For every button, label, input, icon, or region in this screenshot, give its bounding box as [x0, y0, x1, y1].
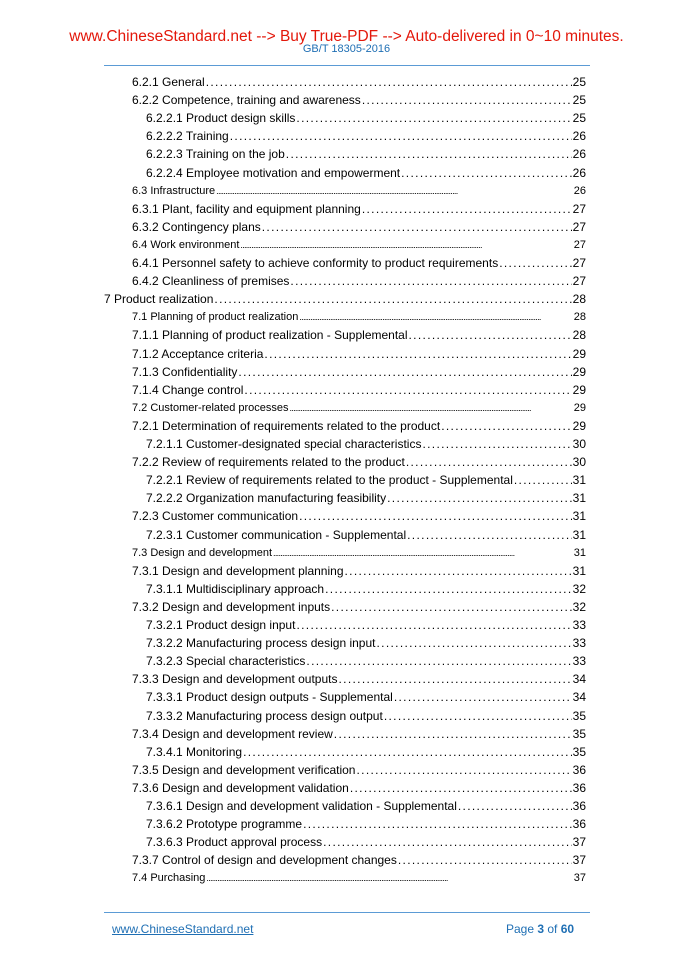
toc-entry-page: 35: [572, 726, 586, 741]
toc-entry-page: 29: [572, 364, 586, 379]
toc-entry[interactable]: [146, 581, 586, 597]
toc-entry-page: 36: [572, 780, 586, 795]
toc-entry-title: 7.2.1.1 Customer-designated special characteristics: [146, 437, 422, 451]
toc-entry[interactable]: [146, 527, 586, 543]
toc-entry[interactable]: [132, 74, 586, 90]
toc-dot-leader: [394, 689, 572, 705]
toc-entry[interactable]: [104, 291, 586, 307]
toc-entry-page: 25: [572, 111, 586, 126]
toc-dot-leader: [290, 273, 571, 289]
toc-dot-leader: [240, 237, 572, 253]
toc-dot-leader: [384, 708, 572, 724]
page-indicator: [506, 921, 574, 937]
toc-entry-title: 6.2.1 General: [132, 75, 205, 89]
toc-entry-page: 27: [573, 238, 586, 251]
page-prefix: Page: [506, 922, 538, 936]
toc-dot-leader: [356, 762, 571, 778]
toc-entry-title: 7 Product realization: [104, 292, 214, 307]
toc-entry[interactable]: [146, 436, 586, 452]
toc-dot-leader: [290, 400, 573, 416]
toc-dot-leader: [401, 165, 572, 181]
toc-entry[interactable]: [132, 273, 586, 289]
toc-entry-title: 7.3.2 Design and development inputs: [132, 599, 331, 614]
toc-entry-title: 6.2.2 Competence, training and awareness: [132, 93, 361, 108]
toc-entry-title: 7.2 Customer-related processes: [132, 401, 289, 414]
toc-entry-title: 7.1.3 Confidentiality: [132, 364, 238, 379]
toc-entry-title: 7.1 Planning of product realization: [132, 311, 299, 324]
toc-entry-title: 7.3.4 Design and development review: [132, 726, 333, 741]
footer-divider: [104, 912, 590, 913]
toc-entry-title: 7.4 Purchasing: [132, 872, 206, 885]
toc-entry-title: 6.2.2.3 Training on the job: [146, 147, 285, 162]
toc-entry-page: 27: [572, 256, 586, 270]
toc-dot-leader: [262, 219, 572, 235]
toc-entry-page: 25: [572, 75, 586, 89]
toc-entry-page: 31: [572, 509, 586, 524]
toc-dot-leader: [422, 436, 571, 452]
toc-entry-title: 7.3.2.2 Manufacturing process design input: [146, 636, 376, 651]
toc-entry-title: 7.3.6.1 Design and development validation - Supplemental: [146, 799, 457, 813]
toc-dot-leader: [296, 617, 571, 633]
toc-entry-page: 30: [572, 455, 586, 470]
toc-dot-leader: [499, 255, 571, 271]
toc-entry-page: 29: [572, 346, 586, 361]
toc-entry-page: 27: [572, 219, 586, 234]
toc-entry[interactable]: [132, 599, 586, 615]
toc-entry[interactable]: [146, 128, 586, 144]
toc-entry-title: 6.2.2.1 Product design skills: [146, 111, 296, 126]
toc-entry-page: 31: [572, 491, 586, 506]
toc-entry[interactable]: [132, 382, 586, 398]
toc-dot-leader: [303, 816, 572, 832]
toc-entry-title: 7.3 Design and development: [132, 546, 273, 559]
toc-entry-title: 7.2.3 Customer communication: [132, 509, 299, 524]
toc-entry-page: 31: [572, 527, 586, 542]
toc-entry[interactable]: [132, 870, 586, 886]
toc-entry-page: 30: [572, 437, 586, 451]
toc-entry-title: 7.1.2 Acceptance criteria: [132, 346, 264, 361]
toc-entry[interactable]: [146, 744, 586, 760]
toc-entry-page: 28: [572, 292, 586, 307]
toc-dot-leader: [299, 508, 572, 524]
toc-entry-page: 37: [572, 853, 586, 868]
toc-entry-page: 31: [572, 563, 586, 578]
toc-entry[interactable]: [132, 508, 586, 524]
toc-entry[interactable]: [146, 816, 586, 832]
page-separator: of: [544, 922, 561, 936]
toc-dot-leader: [206, 74, 572, 90]
toc-entry-title: 7.1.1 Planning of product realization - Supplemental: [132, 328, 408, 343]
toc-dot-leader: [244, 382, 571, 398]
toc-entry-title: 6.2.2.4 Employee motivation and empowerment: [146, 165, 401, 180]
toc-dot-leader: [409, 327, 572, 343]
toc-entry-title: 6.3.2 Contingency plans: [132, 219, 261, 234]
toc-entry[interactable]: [132, 563, 586, 579]
toc-dot-leader: [214, 291, 571, 307]
toc-entry[interactable]: [132, 255, 586, 271]
toc-entry-title: 6.3.1 Plant, facility and equipment planning: [132, 201, 361, 216]
toc-entry[interactable]: [146, 798, 586, 814]
toc-entry[interactable]: [132, 346, 586, 362]
toc-entry-page: 36: [572, 799, 586, 813]
toc-entry[interactable]: [132, 852, 586, 868]
toc-entry-page: 29: [573, 401, 586, 414]
toc-entry-title: 7.3.1.1 Multidisciplinary approach: [146, 581, 325, 596]
toc-entry-title: 7.3.6.2 Prototype programme: [146, 817, 303, 832]
toc-dot-leader: [338, 671, 571, 687]
toc-entry[interactable]: [132, 183, 586, 199]
toc-entry-title: 6.4 Work environment: [132, 238, 240, 251]
toc-dot-leader: [238, 364, 571, 380]
toc-entry-title: 7.3.7 Control of design and development changes: [132, 853, 397, 868]
toc-entry[interactable]: [132, 726, 586, 742]
toc-entry[interactable]: [146, 110, 586, 126]
toc-entry-title: 6.3 Infrastructure: [132, 184, 216, 197]
toc-entry-title: 7.3.1 Design and development planning: [132, 563, 344, 578]
toc-entry-title: 7.1.4 Change control: [132, 382, 244, 397]
toc-entry-title: 7.2.1 Determination of requirements related to the product: [132, 418, 441, 433]
toc-entry[interactable]: [132, 327, 586, 343]
footer-site-link[interactable]: www.ChineseStandard.net: [112, 922, 254, 936]
toc-entry[interactable]: [146, 834, 586, 850]
toc-entry-page: 32: [572, 581, 586, 596]
toc-entry[interactable]: [132, 400, 586, 416]
toc-entry-page: 26: [572, 147, 586, 162]
standard-code: GB/T 18305-2016: [302, 43, 391, 55]
toc-entry[interactable]: [146, 708, 586, 724]
toc-dot-leader: [331, 599, 572, 615]
toc-dot-leader: [441, 418, 571, 434]
toc-dot-leader: [296, 110, 571, 126]
toc-entry-title: 6.2.2.2 Training: [146, 129, 229, 144]
toc-dot-leader: [345, 563, 572, 579]
header-divider: [104, 65, 590, 66]
toc-entry-title: 7.2.3.1 Customer communication - Supplemental: [146, 527, 407, 542]
toc-entry[interactable]: [132, 364, 586, 380]
toc-entry-title: 7.2.2.1 Review of requirements related to the product - Supplemental: [146, 473, 513, 488]
page-total: 60: [560, 922, 575, 936]
toc-entry[interactable]: [132, 418, 586, 434]
toc-entry[interactable]: [146, 653, 586, 669]
toc-dot-leader: [362, 201, 572, 217]
toc-dot-leader: [264, 346, 571, 362]
toc-dot-leader: [286, 146, 572, 162]
toc-entry-page: 35: [572, 708, 586, 723]
toc-dot-leader: [350, 780, 572, 796]
toc-entry-title: 7.3.3.2 Manufacturing process design output: [146, 708, 383, 723]
toc-dot-leader: [387, 490, 572, 506]
toc-entry[interactable]: [132, 201, 586, 217]
toc-entry[interactable]: [132, 545, 586, 561]
toc-entry-title: 7.3.6.3 Product approval process: [146, 835, 323, 850]
toc-entry-title: 7.3.2.3 Special characteristics: [146, 654, 306, 669]
toc-entry-title: 7.3.3.1 Product design outputs - Supplemental: [146, 690, 393, 705]
toc-entry-title: 7.3.3 Design and development outputs: [132, 672, 338, 687]
toc-entry[interactable]: [146, 165, 586, 181]
toc-entry-title: 6.4.1 Personnel safety to achieve conformity to product requirements: [132, 256, 499, 270]
toc-entry-title: 7.3.2.1 Product design input: [146, 618, 296, 632]
toc-dot-leader: [362, 92, 572, 108]
toc-entry-page: 33: [572, 618, 586, 632]
toc-entry-page: 27: [572, 201, 586, 216]
toc-entry-page: 28: [573, 311, 586, 324]
promo-banner[interactable]: www.ChineseStandard.net --> Buy True-PDF --> Auto-delivered in 0~10 minutes.: [69, 28, 624, 45]
toc-entry[interactable]: [132, 92, 586, 108]
toc-dot-leader: [243, 744, 572, 760]
toc-entry-title: 7.3.5 Design and development verification: [132, 762, 356, 777]
toc-entry[interactable]: [146, 490, 586, 506]
toc-entry-page: 27: [572, 274, 586, 289]
toc-entry[interactable]: [132, 237, 586, 253]
toc-dot-leader: [323, 834, 572, 850]
toc-dot-leader: [206, 870, 572, 886]
toc-entry-page: 37: [573, 872, 586, 885]
toc-entry[interactable]: [146, 635, 586, 651]
toc-entry[interactable]: [132, 454, 586, 470]
toc-entry[interactable]: [132, 780, 586, 796]
toc-entry[interactable]: [146, 617, 586, 633]
toc-entry-title: 7.2.2 Review of requirements related to the product: [132, 455, 405, 470]
toc-entry-title: 7.3.4.1 Monitoring: [146, 744, 243, 759]
toc-entry-page: 28: [572, 328, 586, 343]
toc-dot-leader: [230, 128, 572, 144]
toc-entry-page: 25: [572, 93, 586, 108]
toc-entry[interactable]: [146, 146, 586, 162]
toc-entry-page: 36: [572, 762, 586, 777]
toc-entry[interactable]: [132, 219, 586, 235]
toc-entry-title: 7.3.6 Design and development validation: [132, 780, 349, 795]
toc-dot-leader: [299, 309, 572, 325]
toc-dot-leader: [514, 472, 572, 488]
toc-entry-page: 33: [572, 654, 586, 669]
toc-dot-leader: [406, 454, 572, 470]
toc-entry-page: 36: [572, 817, 586, 832]
toc-dot-leader: [306, 653, 571, 669]
toc-entry-page: 31: [573, 546, 586, 559]
toc-entry[interactable]: [146, 472, 586, 488]
toc-entry[interactable]: [132, 309, 586, 325]
toc-entry-page: 29: [572, 382, 586, 397]
toc-entry[interactable]: [132, 671, 586, 687]
toc-entry-page: 33: [572, 636, 586, 651]
toc-entry-page: 29: [572, 418, 586, 433]
toc-dot-leader: [407, 527, 572, 543]
toc-entry-page: 26: [572, 129, 586, 144]
toc-dot-leader: [334, 726, 572, 742]
toc-entry-page: 35: [572, 744, 586, 759]
toc-entry-page: 26: [573, 184, 586, 197]
toc-entry-page: 26: [572, 165, 586, 180]
toc-dot-leader: [458, 798, 572, 814]
toc-dot-leader: [325, 581, 572, 597]
toc-entry-title: 7.2.2.2 Organization manufacturing feasibility: [146, 491, 387, 506]
toc-entry-page: 32: [572, 599, 586, 614]
toc-entry-title: 6.4.2 Cleanliness of premises: [132, 274, 290, 289]
toc-dot-leader: [398, 852, 572, 868]
toc-entry-page: 37: [572, 835, 586, 850]
toc-entry[interactable]: [132, 762, 586, 778]
toc-entry-page: 34: [572, 672, 586, 687]
toc-entry[interactable]: [146, 689, 586, 705]
toc-dot-leader: [273, 545, 573, 561]
toc-dot-leader: [216, 183, 573, 199]
toc-entry-page: 31: [572, 473, 586, 488]
toc-dot-leader: [376, 635, 571, 651]
page-current: 3: [537, 922, 545, 936]
toc-entry-page: 34: [572, 690, 586, 705]
